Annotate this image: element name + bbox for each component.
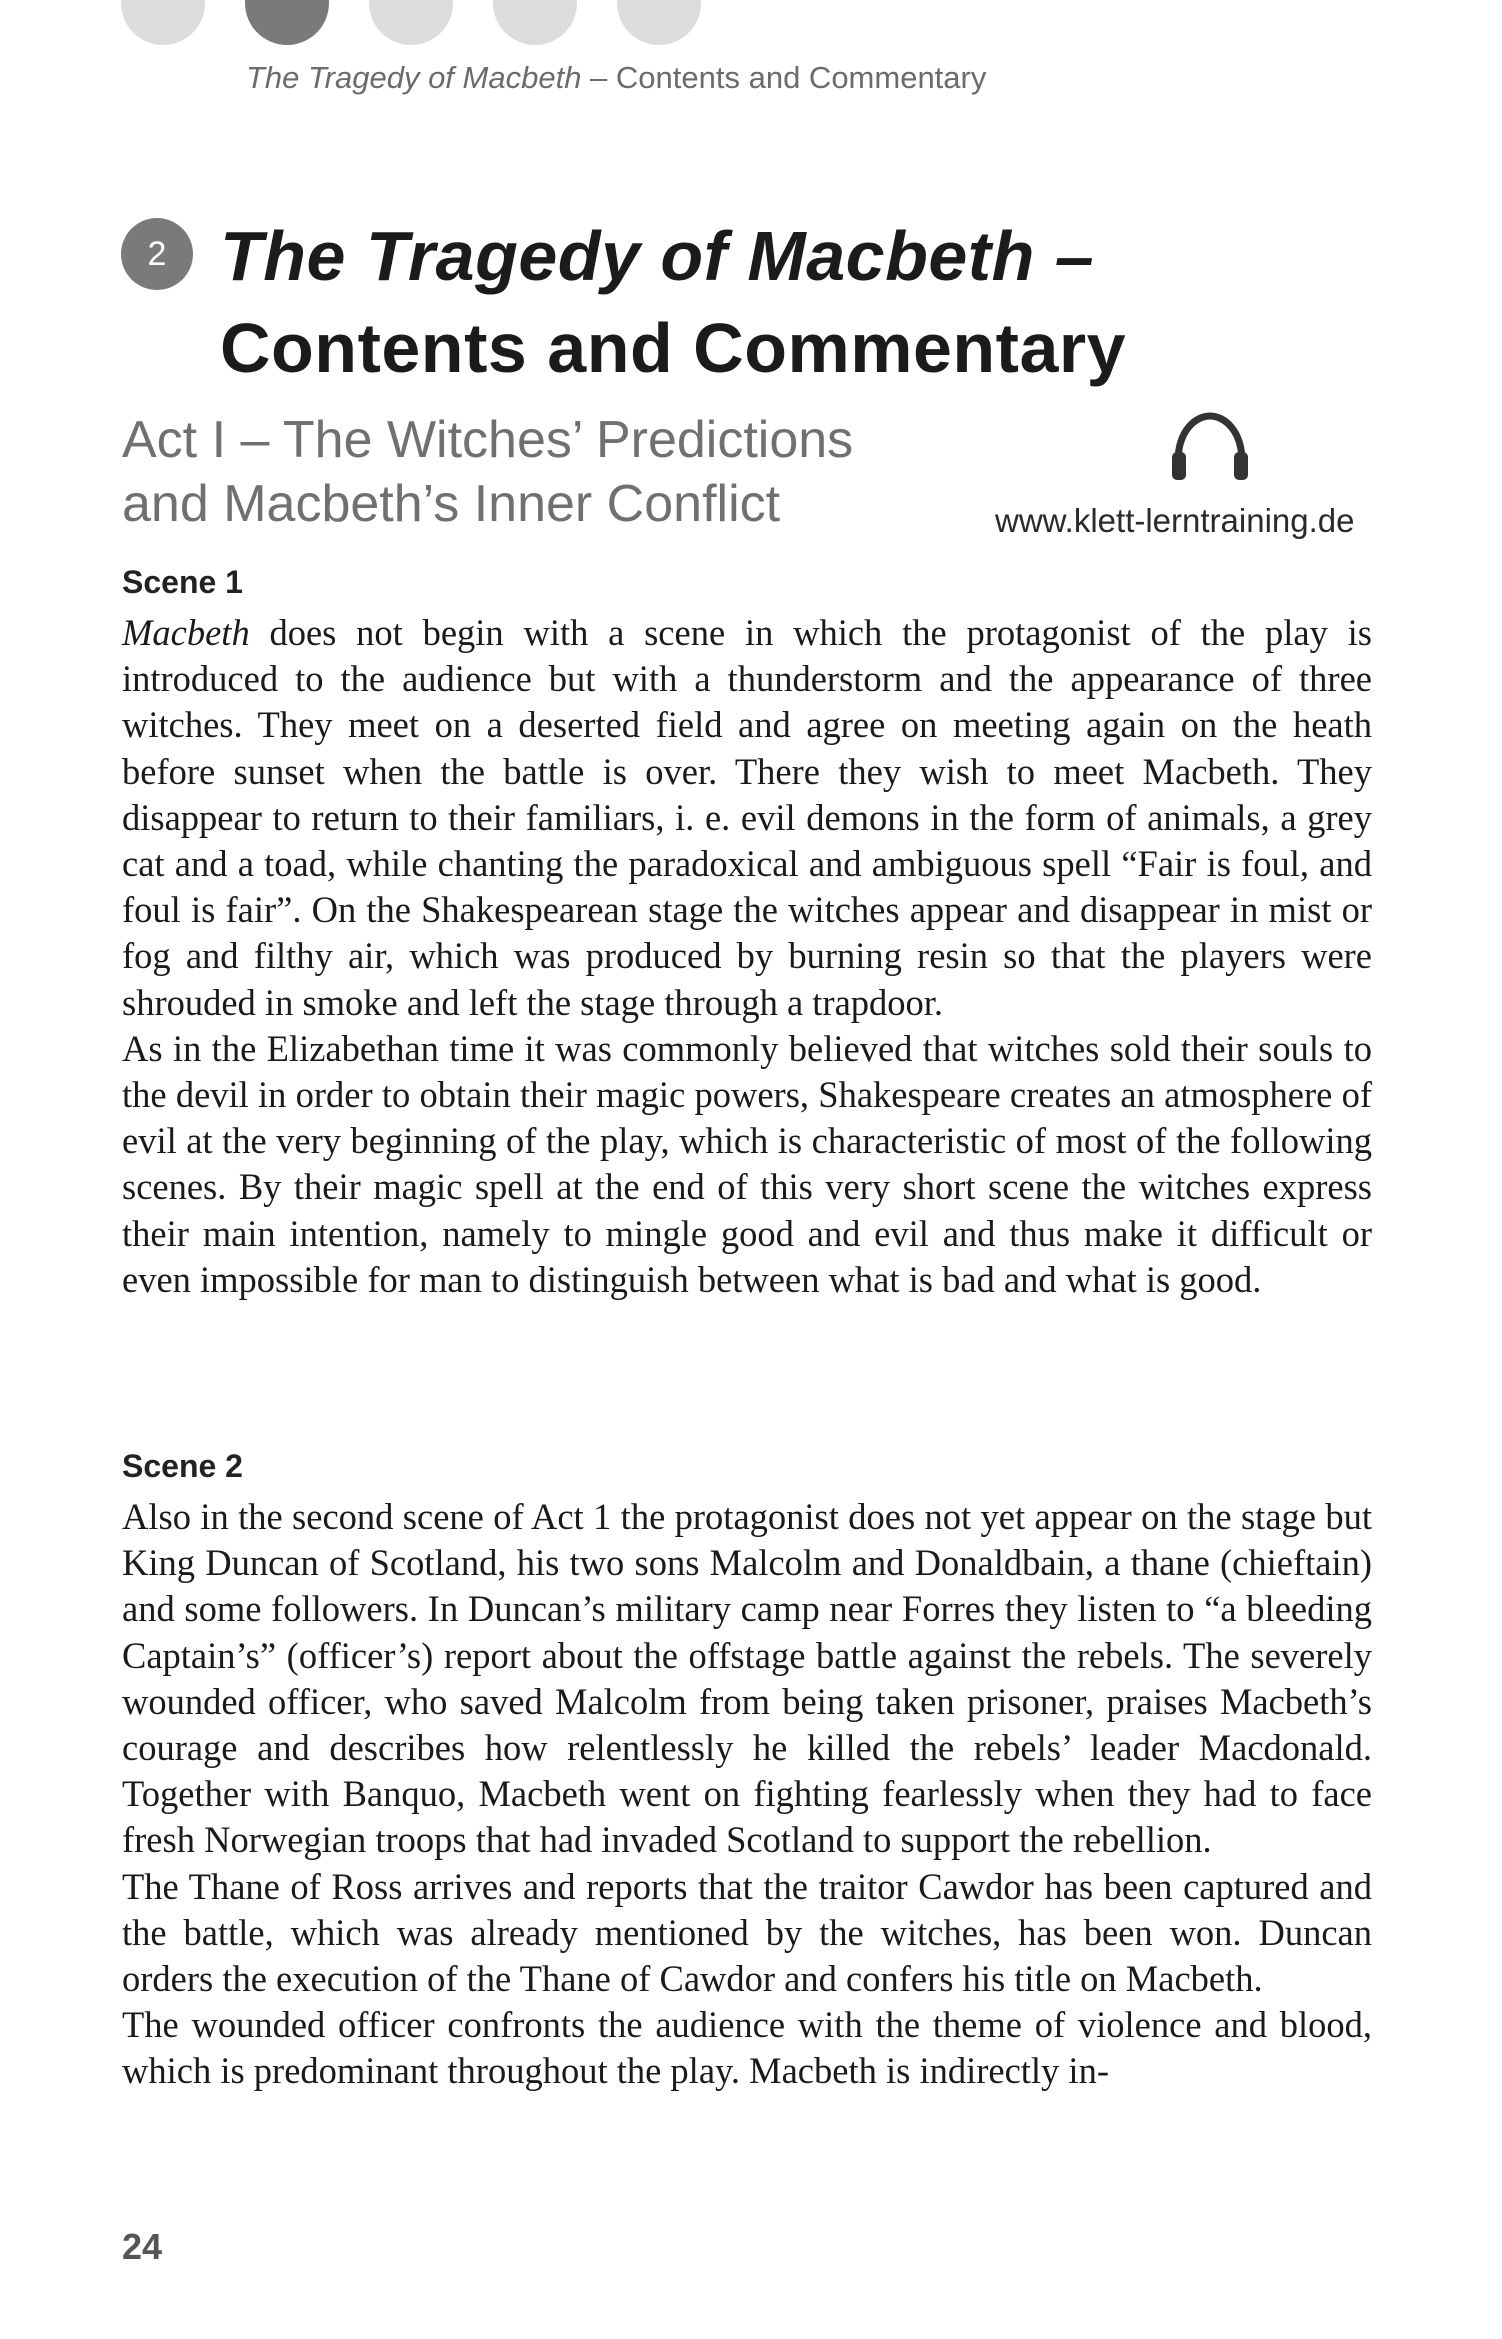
scene-1-text	[122, 610, 1372, 1303]
chapter-title-line2: Contents and Commentary	[220, 309, 1127, 387]
headphones-icon	[1168, 412, 1252, 484]
chapter-title	[220, 210, 1420, 394]
website-link[interactable]: www.klett-lerntraining.de	[995, 502, 1355, 539]
scene-1-paragraph-2: As in the Elizabethan time it was commonly believed that witches sold their souls to the devil in order to obtain their magic powers, Shakespeare creates an atmosphere of evil at the very beginning of the play, which is characteristic of most of the following scenes. By their magic spell at the end of this very short scene the witches express their main intention, namely to mingle good and evil and thus make it difficult or even impossible for man to distinguish between what is bad and what is good.	[122, 1027, 1372, 1300]
scene-1-paragraph-1-text: does not begin with a scene in which the protagonist of the play is introduced to the audience but with a thunderstorm and the appearance of three witches. They meet on a deserted field and agree on meeting again on the heath before sunset when the battle is over. There they wish to meet Macbeth. They disappear to return to their familiars, i. e. evil demons in the form of animals, a grey cat and a toad, while chanting the paradoxical and ambiguous spell “Fair is foul, and foul is fair”. On the Shakespearean stage the witches appear and disappear in mist or fog and filthy air, which was produced by burning resin so that the players were shrouded in smoke and left the stage through a trapdoor.	[122, 612, 1372, 1023]
running-header-subtitle: Contents and Commentary	[615, 60, 987, 95]
scene-2-paragraph-3: The wounded officer confronts the audience with the theme of violence and blood, which is predominant throughout the play. Macbeth is indirectly in-	[122, 2004, 1372, 2092]
scene-2-heading: Scene 2	[122, 1448, 243, 1484]
act-title	[122, 408, 1002, 536]
chapter-tab-3	[369, 0, 453, 45]
scene-2-paragraph-1: Also in the second scene of Act 1 the protagonist does not yet appear on the stage but King Duncan of Scotland, his two sons Malcolm and Donaldbain, a thane (chieftain) and some followers. In Duncan’s military camp near Forres they listen to “a bleeding Captain’s” (officer’s) report about the offstage battle against the rebels. The severely wounded officer, who saved Malcolm from being taken prisoner, praises Macbeth’s courage and describes how relentlessly he killed the rebels’ leader Macdonald. Together with Banquo, Macbeth went on fighting fearlessly when they had to face fresh Norwegian troops that had invaded Scotland to support the rebellion.	[122, 1496, 1372, 1861]
scene-2-paragraph-2: The Thane of Ross arrives and reports that the traitor Cawdor has been captured and the battle, which was already mentioned by the witches, has been won. Duncan orders the execution of the Thane of Cawdor and confers his title on Macbeth.	[122, 1865, 1372, 2000]
play-title-italic: Macbeth	[122, 612, 250, 653]
act-title-line2: and Macbeth’s Inner Conflict	[122, 475, 781, 533]
chapter-tab-4	[493, 0, 577, 45]
page-number: 24	[122, 2226, 163, 2267]
scene-1-heading: Scene 1	[122, 564, 243, 600]
chapter-number-badge: 2	[121, 218, 193, 290]
scene-2-text	[122, 1494, 1372, 2095]
chapter-tab-5	[617, 0, 701, 45]
chapter-tab-1	[121, 0, 205, 45]
running-header-separator: –	[581, 60, 616, 95]
scene-1-paragraph-1	[122, 610, 1372, 1026]
act-title-line1: Act I – The Witches’ Predictions	[122, 411, 854, 469]
chapter-tab-2-active	[245, 0, 329, 45]
chapter-title-line1: The Tragedy of Macbeth –	[220, 217, 1095, 295]
running-header-title: The Tragedy of Macbeth	[246, 60, 582, 95]
running-header	[246, 60, 986, 96]
